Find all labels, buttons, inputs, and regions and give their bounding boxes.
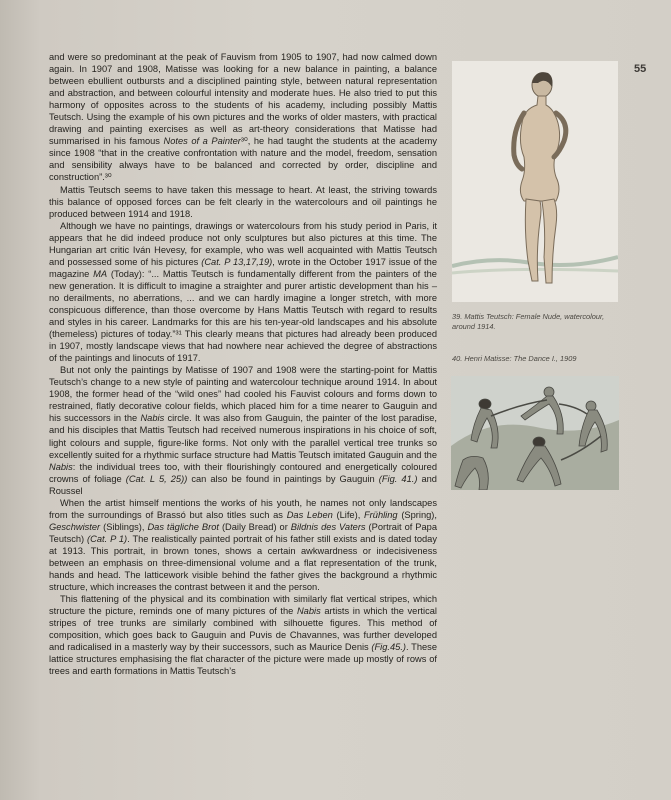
figure-40-caption: 40. Henri Matisse: The Dance I., 1909: [452, 354, 577, 363]
figure-39-caption: 39. Mattis Teutsch: Female Nude, watercolour, around 1914.: [452, 312, 605, 331]
main-text-column: [49, 51, 437, 677]
paragraph-1: and were so predominant at the peak of Fauvism from 1905 to 1907, had now calmed down again. In 1907 and 1908, Matisse was looking for a new balance in painting, a balance between ebullient outbursts and a disciplined painting style, between natural representation and abstraction, and between colourful intensity and moderate hues. He also tried to put this harmony of opposites across to the students of his academy, including possibly Mattis Teutsch. Using the example of his own pictures and the works of older masters, with practical drawing and painting exercises as well as art-theory considerations that Matisse had summarised in his famous Notes of a Painter³⁰, he had taught the students at the academy since 1908 “that in the creative confrontation with nature and the model, freedom, sensation and sensibility always have to be balanced and corrected by order, discipline and construction”.³⁰: [49, 52, 437, 183]
paragraph-4: But not only the paintings by Matisse of 1907 and 1908 were the starting-point for Mattis Teutsch’s change to a new style of painting and watercolour technique around 1914. In about 1908, the former head of the “wild ones” had cooled his Fauvist colours and forms down to restrained, flatly decorative colour fields, which placed him for a time nearer to Gauguin and his successors in the Nabis circle. It was also from Gauguin, the painter of the lost paradise, and his disciples that Mattis Teutsch had received numerous inspirations in his choice of soft, light colours and supple, figure-like forms. Not only with the parallel vertical tree trunks so excellently suited for a rhythmic surface structure had Mattis Teutsch imitated Gauguin and the Nabis: the individual trees too, with their flourishingly contoured and energetically coloured crowns of foliage (Cat. L 5, 25)) can also be found in paintings by Gauguin (Fig. 41.) and Roussel: [49, 365, 438, 496]
paragraph-3: Although we have no paintings, drawings or watercolours from his study period in Paris, it appears that he did indeed produce not only sculptures but also pictures at this time. The Hungarian art critic Iván Hevesy, for example, who was well acquainted with Mattis Teutsch and possessed some of his pictures (Cat. P 13,17,19), wrote in the October 1917 issue of the magazine MA (Today): “... Mattis Teutsch is fundamentally different from the painters of the new generation. It is difficult to imagine a straighter and purer artistic development than his – no derailments, no aberrations, ... and we can hardly imagine a longer stretch, with more conspicuous difference, than those overcome by Hans Mattis Teutsch with regard to results and styles in his career. Landmarks for this are his ten-year-old landscapes and his absolute (themeless) pictures of today.”³¹ This clearly means that pictures had already been produced in 1907, mostly landscape views that had nowhere near achieved the degree of abstractions of the paintings and linocuts of 1917.: [49, 220, 437, 364]
page-number: 55: [634, 63, 647, 75]
paragraph-2: Mattis Teutsch seems to have taken this message to heart. At least, the striving towards this balance of opposed forces can be felt clearly in the watercolours and oil paintings he produced between 1914 and 1918.: [49, 184, 437, 219]
paragraph-5: When the artist himself mentions the works of his youth, he names not only landscapes from the surroundings of Brassó but also titles such as Das Leben (Life), Frühling (Spring), Geschwister (Siblings), Das tägliche Brot (Daily Bread) or Bildnis des Vaters (Portrait of Papa Teutsch) (Cat. P 1). The realistically painted portrait of his father still exists and is dated today at 1913. This portrait, in brown tones, shows a certain awkwardness or indecisiveness between an emphasis on three-dimensional volume and a flat representation of the trunk, hands and head. The latticework visible behind the father gives the background a rhythmic structure, which increases the contrast between it and the person.: [49, 497, 437, 593]
paragraph-6: This flattening of the physical and its combination with similarly flat vertical stripes, which structure the picture, reminds one of many pictures of the Nabis artists in which the vertical stripes of tree trunks are similarly combined with silhouette figures. This method of composition, which goes back to Gauguin and Puvis de Chavannes, was further developed and radicalised in a masterly way by their successors, such as Maurice Denis (Fig.45.). These lattice structures emphasising the flat character of the picture were made up mostly of rows of trees and earth formations in Mattis Teutsch’s: [49, 594, 437, 677]
figure-female-nude-image: [452, 61, 618, 302]
figure-dance-image: [451, 376, 619, 490]
